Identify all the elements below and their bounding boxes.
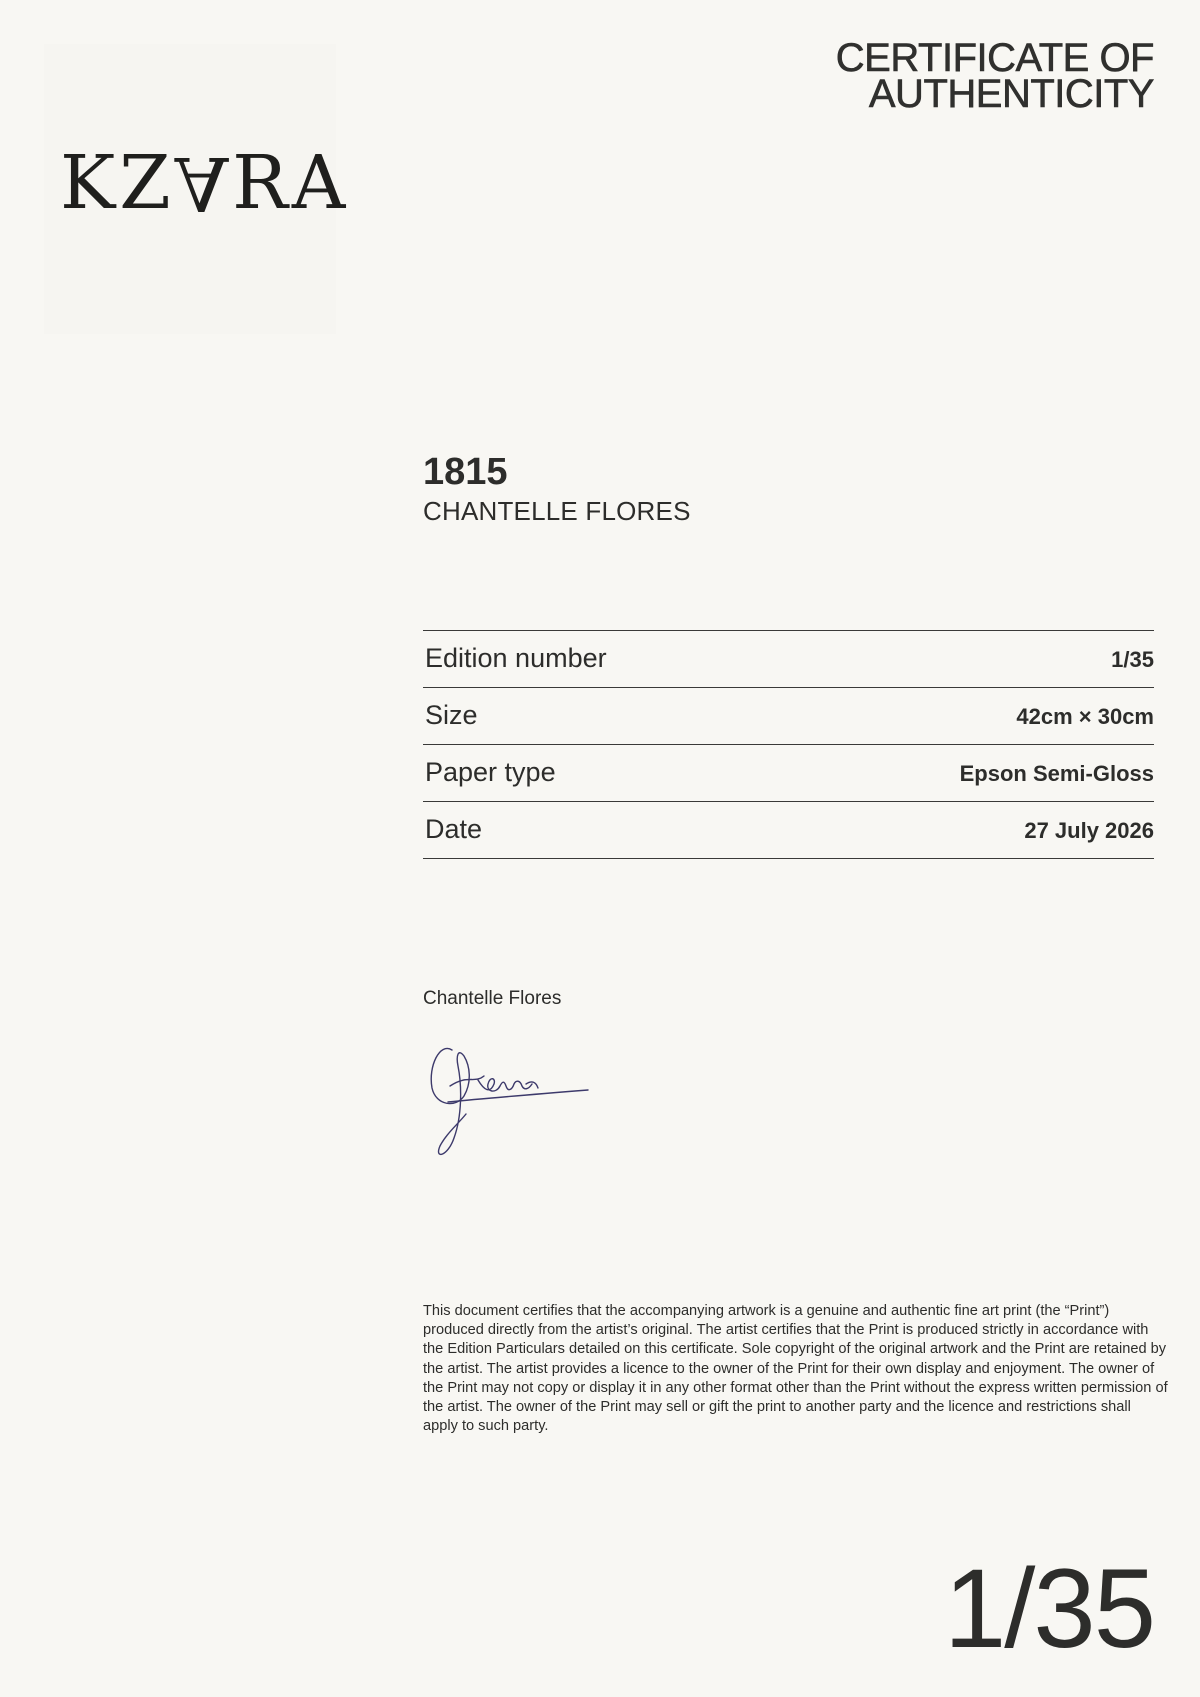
detail-row-edition-number: [423, 631, 1154, 688]
authenticity-statement: This document certifies that the accompanying artwork is a genuine and authentic fine art print (the “Print”) produced directly from the artist’s original. The artist certifies that the Print is produced strictly in accordance with the Edition Particulars detailed on this certificate. Sole copyright of the original artwork and the Print are retained by the artist. The artist provides a licence to the owner of the Print for their own display and enjoyment. The owner of the Print may not copy or display it in any other format other than the Print without the express written permission of the artist. The owner of the Print may sell or gift the print to another party and the licence and restrictions shall apply to such party.: [423, 1303, 1168, 1435]
detail-row-date: [423, 802, 1154, 859]
certificate-title-line-2: AUTHENTICITY: [868, 72, 1154, 116]
detail-row-paper-type: [423, 745, 1154, 802]
detail-value: Epson Semi-Gloss: [959, 761, 1154, 786]
artwork-title: 1815: [423, 451, 508, 493]
detail-label: Size: [425, 700, 478, 730]
edition-number-large: 1/35: [944, 1546, 1154, 1671]
detail-value: 42cm × 30cm: [1016, 704, 1154, 729]
handwritten-signature: [428, 1036, 608, 1166]
edition-details-table: [423, 630, 1154, 859]
certificate-title: [835, 36, 1154, 116]
detail-value: 1/35: [1111, 647, 1154, 672]
detail-label: Paper type: [425, 757, 556, 787]
certificate-title-line-1: CERTIFICATE OF: [835, 36, 1154, 80]
detail-label: Edition number: [425, 643, 607, 673]
detail-label: Date: [425, 814, 483, 844]
detail-row-size: [423, 688, 1154, 745]
artist-name: CHANTELLE FLORES: [423, 496, 691, 526]
brand-logo: KZARA: [60, 140, 350, 226]
signatory-name: Chantelle Flores: [423, 988, 562, 1009]
detail-value: 27 July 2026: [1024, 818, 1154, 843]
